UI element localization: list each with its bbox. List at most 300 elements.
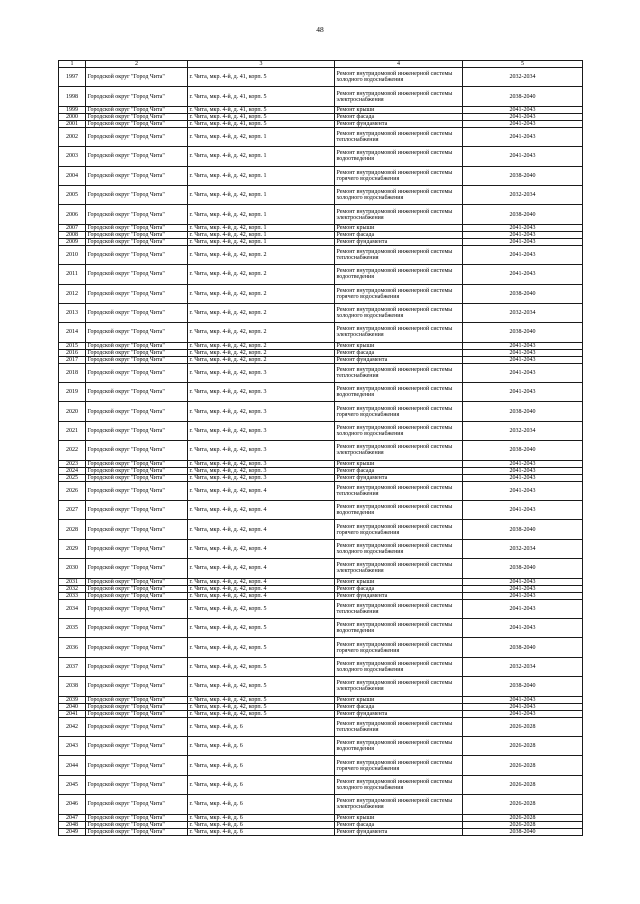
table-row	[59, 421, 583, 440]
cell-number: 2048	[59, 821, 86, 828]
table-row	[59, 87, 583, 106]
header-col-3: 3	[188, 61, 335, 68]
work-line: Ремонт внутридомовой инженерной системы	[336, 622, 453, 629]
work-line: Ремонт внутридомовой инженерной системы	[336, 425, 453, 432]
cell-municipality: Городской округ "Город Чита"	[86, 238, 188, 245]
table-row	[59, 821, 583, 828]
cell-term: 2038-2040	[463, 559, 583, 578]
work-line: Ремонт внутридомовой инженерной системы	[336, 641, 453, 648]
work-line: Ремонт крыши	[336, 342, 375, 349]
cell-number: 1997	[59, 68, 86, 87]
work-line: Ремонт фундамента	[336, 120, 388, 127]
cell-work	[335, 185, 463, 204]
cell-number: 1998	[59, 87, 86, 106]
cell-address: г. Чита, мкр. 4-й, д. 42, корп. 2	[188, 349, 335, 356]
cell-number: 2016	[59, 349, 86, 356]
table-row	[59, 539, 583, 558]
cell-address: г. Чита, мкр. 4-й, д. 42, корп. 3	[188, 363, 335, 382]
cell-number: 2026	[59, 481, 86, 500]
cell-work	[335, 265, 463, 284]
cell-number: 2004	[59, 166, 86, 185]
work-line: горячего водоснабжения	[336, 529, 400, 536]
cell-work	[335, 703, 463, 710]
cell-municipality: Городской округ "Город Чита"	[86, 585, 188, 592]
cell-municipality: Городской округ "Город Чита"	[86, 323, 188, 342]
cell-municipality: Городской округ "Город Чита"	[86, 481, 188, 500]
cell-term: 2041-2043	[463, 356, 583, 363]
table-row	[59, 736, 583, 755]
table-row	[59, 303, 583, 322]
work-line: теплоснабжения	[336, 726, 379, 733]
cell-work	[335, 481, 463, 500]
cell-municipality: Городской округ "Город Чита"	[86, 775, 188, 794]
cell-work	[335, 303, 463, 322]
work-line: горячего водоснабжения	[336, 765, 400, 772]
table-row	[59, 756, 583, 775]
work-line: электроснабжения	[336, 332, 384, 339]
cell-term: 2041-2043	[463, 113, 583, 120]
cell-term: 2041-2043	[463, 474, 583, 481]
cell-work	[335, 87, 463, 106]
cell-term: 2038-2040	[463, 166, 583, 185]
cell-number: 2024	[59, 467, 86, 474]
work-line: Ремонт внутридомовой инженерной системы	[336, 208, 453, 215]
cell-number: 2020	[59, 402, 86, 421]
cell-number: 2011	[59, 265, 86, 284]
cell-term: 2041-2043	[463, 501, 583, 520]
cell-municipality: Городской округ "Город Чита"	[86, 821, 188, 828]
work-line: Ремонт внутридомовой инженерной системы	[336, 366, 453, 373]
cell-number: 2039	[59, 696, 86, 703]
cell-municipality: Городской округ "Город Чита"	[86, 441, 188, 460]
cell-term: 2041-2043	[463, 224, 583, 231]
cell-municipality: Городской округ "Город Чита"	[86, 68, 188, 87]
cell-address: г. Чита, мкр. 4-й, д. 41, корп. 5	[188, 106, 335, 113]
cell-work	[335, 147, 463, 166]
work-line: Ремонт внутридомовой инженерной системы	[336, 130, 453, 137]
table-row	[59, 224, 583, 231]
work-line: водоотведения	[336, 392, 374, 399]
cell-term: 2026-2028	[463, 736, 583, 755]
table-row	[59, 520, 583, 539]
table-row	[59, 349, 583, 356]
work-line: горячего водоснабжения	[336, 293, 400, 300]
cell-municipality: Городской округ "Город Чита"	[86, 710, 188, 717]
cell-work	[335, 349, 463, 356]
cell-address: г. Чита, мкр. 4-й, д. 42, корп. 3	[188, 383, 335, 402]
cell-number: 2008	[59, 231, 86, 238]
work-line: Ремонт внутридомовой инженерной системы	[336, 90, 453, 97]
work-line: Ремонт крыши	[336, 106, 375, 113]
table-row	[59, 710, 583, 717]
cell-address: г. Чита, мкр. 4-й, д. 41, корп. 5	[188, 68, 335, 87]
cell-work	[335, 113, 463, 120]
work-line: Ремонт внутридомовой инженерной системы	[336, 189, 453, 196]
cell-number: 2047	[59, 814, 86, 821]
cell-address: г. Чита, мкр. 4-й, д. 42, корп. 1	[188, 166, 335, 185]
cell-number: 2013	[59, 303, 86, 322]
work-line: холодного водоснабжения	[336, 549, 404, 555]
cell-term: 2041-2043	[463, 383, 583, 402]
cell-term: 2041-2043	[463, 578, 583, 585]
cell-work	[335, 828, 463, 835]
cell-municipality: Городской округ "Город Чита"	[86, 402, 188, 421]
table-row	[59, 238, 583, 245]
cell-municipality: Городской округ "Город Чита"	[86, 520, 188, 539]
table-row	[59, 113, 583, 120]
cell-address: г. Чита, мкр. 4-й, д. 6	[188, 717, 335, 736]
cell-address: г. Чита, мкр. 4-й, д. 42, корп. 2	[188, 265, 335, 284]
cell-number: 2005	[59, 185, 86, 204]
table-row	[59, 68, 583, 87]
cell-term: 2032-2034	[463, 68, 583, 87]
table-row	[59, 677, 583, 696]
cell-number: 2044	[59, 756, 86, 775]
cell-number: 2023	[59, 460, 86, 467]
table-row	[59, 205, 583, 224]
work-line: водоотведения	[336, 510, 374, 517]
cell-term: 2026-2028	[463, 814, 583, 821]
work-line: Ремонт фасада	[336, 821, 375, 828]
cell-work	[335, 756, 463, 775]
cell-work	[335, 342, 463, 349]
cell-number: 2015	[59, 342, 86, 349]
cell-municipality: Городской округ "Город Чита"	[86, 349, 188, 356]
cell-municipality: Городской округ "Город Чита"	[86, 113, 188, 120]
table-row	[59, 501, 583, 520]
cell-address: г. Чита, мкр. 4-й, д. 6	[188, 814, 335, 821]
cell-number: 2022	[59, 441, 86, 460]
work-line: электроснабжения	[336, 568, 384, 575]
work-line: Ремонт внутридомовой инженерной системы	[336, 287, 453, 294]
cell-number: 2035	[59, 618, 86, 637]
cell-term: 2041-2043	[463, 120, 583, 127]
work-line: Ремонт внутридомовой инженерной системы	[336, 307, 453, 314]
cell-municipality: Городской округ "Город Чита"	[86, 677, 188, 696]
cell-municipality: Городской округ "Город Чита"	[86, 363, 188, 382]
work-line: Ремонт внутридомовой инженерной системы	[336, 680, 453, 687]
table-row	[59, 323, 583, 342]
cell-term: 2032-2034	[463, 657, 583, 676]
cell-municipality: Городской округ "Город Чита"	[86, 467, 188, 474]
cell-work	[335, 775, 463, 794]
cell-term: 2032-2034	[463, 185, 583, 204]
cell-number: 2018	[59, 363, 86, 382]
cell-work	[335, 696, 463, 703]
cell-work	[335, 238, 463, 245]
table-row	[59, 265, 583, 284]
work-line: Ремонт фасада	[336, 703, 375, 710]
work-line: электроснабжения	[336, 214, 384, 221]
cell-number: 2036	[59, 638, 86, 657]
cell-address: г. Чита, мкр. 4-й, д. 42, корп. 5	[188, 696, 335, 703]
cell-number: 2009	[59, 238, 86, 245]
cell-address: г. Чита, мкр. 4-й, д. 42, корп. 4	[188, 501, 335, 520]
cell-address: г. Чита, мкр. 4-й, д. 42, корп. 2	[188, 245, 335, 264]
cell-work	[335, 795, 463, 814]
work-line: водоотведения	[336, 274, 374, 281]
table-row	[59, 467, 583, 474]
work-line: Ремонт внутридомовой инженерной системы	[336, 169, 453, 176]
table-row	[59, 185, 583, 204]
cell-term: 2026-2028	[463, 795, 583, 814]
table-row	[59, 356, 583, 363]
cell-work	[335, 460, 463, 467]
table-row	[59, 559, 583, 578]
cell-number: 2031	[59, 578, 86, 585]
work-line: Ремонт фундамента	[336, 828, 388, 835]
cell-address: г. Чита, мкр. 4-й, д. 42, корп. 5	[188, 618, 335, 637]
work-line: Ремонт фундамента	[336, 238, 388, 245]
cell-municipality: Городской округ "Город Чита"	[86, 106, 188, 113]
cell-number: 2032	[59, 585, 86, 592]
cell-address: г. Чита, мкр. 4-й, д. 42, корп. 1	[188, 205, 335, 224]
work-line: водоотведения	[336, 746, 374, 753]
cell-municipality: Городской округ "Город Чита"	[86, 501, 188, 520]
work-line: Ремонт фундамента	[336, 592, 388, 599]
table-row	[59, 441, 583, 460]
cell-address: г. Чита, мкр. 4-й, д. 42, корп. 4	[188, 585, 335, 592]
cell-work	[335, 717, 463, 736]
work-line: электроснабжения	[336, 96, 384, 103]
table-row	[59, 585, 583, 592]
cell-address: г. Чита, мкр. 4-й, д. 42, корп. 4	[188, 481, 335, 500]
cell-number: 2040	[59, 703, 86, 710]
work-line: Ремонт фасада	[336, 349, 375, 356]
cell-term: 2041-2043	[463, 245, 583, 264]
cell-term: 2038-2040	[463, 677, 583, 696]
work-line: Ремонт внутридомовой инженерной системы	[336, 523, 453, 530]
work-line: электроснабжения	[336, 686, 384, 693]
cell-work	[335, 467, 463, 474]
table-row	[59, 828, 583, 835]
work-line: электроснабжения	[336, 804, 384, 811]
work-line: Ремонт внутридомовой инженерной системы	[336, 71, 453, 78]
cell-address: г. Чита, мкр. 4-й, д. 42, корп. 3	[188, 421, 335, 440]
cell-address: г. Чита, мкр. 4-й, д. 42, корп. 1	[188, 231, 335, 238]
cell-address: г. Чита, мкр. 4-й, д. 42, корп. 2	[188, 284, 335, 303]
cell-number: 2037	[59, 657, 86, 676]
cell-municipality: Городской округ "Город Чита"	[86, 284, 188, 303]
work-line: Ремонт внутридомовой инженерной системы	[336, 562, 453, 569]
cell-work	[335, 710, 463, 717]
table-row	[59, 703, 583, 710]
cell-work	[335, 68, 463, 87]
cell-number: 2027	[59, 501, 86, 520]
work-line: Ремонт внутридомовой инженерной системы	[336, 268, 453, 275]
cell-work	[335, 205, 463, 224]
cell-work	[335, 402, 463, 421]
work-line: Ремонт крыши	[336, 696, 375, 703]
table-row	[59, 696, 583, 703]
table-row	[59, 120, 583, 127]
table-row	[59, 402, 583, 421]
cell-term: 2026-2028	[463, 821, 583, 828]
cell-term: 2041-2043	[463, 106, 583, 113]
cell-municipality: Городской округ "Город Чита"	[86, 421, 188, 440]
cell-number: 2041	[59, 710, 86, 717]
table-row	[59, 578, 583, 585]
cell-number: 2001	[59, 120, 86, 127]
table-row	[59, 814, 583, 821]
cell-term: 2041-2043	[463, 618, 583, 637]
header-col-5: 5	[463, 61, 583, 68]
cell-address: г. Чита, мкр. 4-й, д. 42, корп. 4	[188, 578, 335, 585]
cell-work	[335, 323, 463, 342]
cell-work	[335, 599, 463, 618]
cell-work	[335, 383, 463, 402]
cell-address: г. Чита, мкр. 4-й, д. 42, корп. 3	[188, 460, 335, 467]
cell-term: 2038-2040	[463, 402, 583, 421]
cell-work	[335, 474, 463, 481]
cell-number: 2000	[59, 113, 86, 120]
cell-address: г. Чита, мкр. 4-й, д. 41, корп. 5	[188, 87, 335, 106]
cell-work	[335, 638, 463, 657]
cell-term: 2038-2040	[463, 520, 583, 539]
cell-municipality: Городской округ "Город Чита"	[86, 231, 188, 238]
cell-address: г. Чита, мкр. 4-й, д. 42, корп. 4	[188, 592, 335, 599]
cell-term: 2041-2043	[463, 238, 583, 245]
work-line: водоотведения	[336, 628, 374, 635]
cell-municipality: Городской округ "Город Чита"	[86, 657, 188, 676]
cell-address: г. Чита, мкр. 4-й, д. 6	[188, 756, 335, 775]
cell-term: 2026-2028	[463, 775, 583, 794]
table-row	[59, 166, 583, 185]
cell-municipality: Городской округ "Город Чита"	[86, 578, 188, 585]
cell-address: г. Чита, мкр. 4-й, д. 6	[188, 828, 335, 835]
cell-municipality: Городской округ "Город Чита"	[86, 166, 188, 185]
cell-address: г. Чита, мкр. 4-й, д. 42, корп. 5	[188, 710, 335, 717]
cell-address: г. Чита, мкр. 4-й, д. 42, корп. 3	[188, 467, 335, 474]
cell-work	[335, 821, 463, 828]
work-line: горячего водоснабжения	[336, 411, 400, 418]
table-row	[59, 231, 583, 238]
cell-municipality: Городской округ "Город Чита"	[86, 599, 188, 618]
cell-address: г. Чита, мкр. 4-й, д. 42, корп. 4	[188, 559, 335, 578]
work-line: Ремонт внутридомовой инженерной системы	[336, 405, 453, 412]
work-line: Ремонт крыши	[336, 224, 375, 231]
cell-address: г. Чита, мкр. 4-й, д. 42, корп. 1	[188, 238, 335, 245]
cell-municipality: Городской округ "Город Чита"	[86, 383, 188, 402]
table-row	[59, 618, 583, 637]
cell-municipality: Городской округ "Город Чита"	[86, 592, 188, 599]
cell-work	[335, 736, 463, 755]
cell-term: 2041-2043	[463, 592, 583, 599]
page-number: 48	[316, 25, 324, 34]
table-row	[59, 795, 583, 814]
work-line: теплоснабжения	[336, 490, 379, 497]
work-line: Ремонт внутридомовой инженерной системы	[336, 740, 453, 747]
cell-number: 2010	[59, 245, 86, 264]
cell-municipality: Городской округ "Город Чита"	[86, 756, 188, 775]
cell-term: 2032-2034	[463, 421, 583, 440]
cell-term: 2038-2040	[463, 828, 583, 835]
table-row	[59, 127, 583, 146]
cell-work	[335, 421, 463, 440]
cell-address: г. Чита, мкр. 4-й, д. 42, корп. 1	[188, 224, 335, 231]
cell-number: 2019	[59, 383, 86, 402]
cell-work	[335, 224, 463, 231]
work-line: Ремонт крыши	[336, 814, 375, 821]
cell-term: 2041-2043	[463, 585, 583, 592]
table-row	[59, 592, 583, 599]
table-row	[59, 106, 583, 113]
cell-term: 2038-2040	[463, 284, 583, 303]
cell-municipality: Городской округ "Город Чита"	[86, 356, 188, 363]
work-line: Ремонт внутридомовой инженерной системы	[336, 660, 453, 667]
cell-work	[335, 363, 463, 382]
cell-work	[335, 166, 463, 185]
cell-term: 2041-2043	[463, 460, 583, 467]
work-line: теплоснабжения	[336, 254, 379, 261]
table-header-row	[59, 61, 583, 68]
cell-term: 2038-2040	[463, 323, 583, 342]
cell-term: 2041-2043	[463, 349, 583, 356]
table-row	[59, 657, 583, 676]
cell-address: г. Чита, мкр. 4-й, д. 42, корп. 5	[188, 599, 335, 618]
cell-municipality: Городской округ "Город Чита"	[86, 127, 188, 146]
cell-work	[335, 501, 463, 520]
cell-municipality: Городской округ "Город Чита"	[86, 638, 188, 657]
cell-term: 2026-2028	[463, 717, 583, 736]
cell-number: 2021	[59, 421, 86, 440]
cell-address: г. Чита, мкр. 4-й, д. 42, корп. 2	[188, 303, 335, 322]
work-line: теплоснабжения	[336, 372, 379, 379]
cell-number: 2017	[59, 356, 86, 363]
cell-municipality: Городской округ "Город Чита"	[86, 703, 188, 710]
cell-number: 2034	[59, 599, 86, 618]
header-col-4: 4	[335, 61, 463, 68]
cell-number: 2028	[59, 520, 86, 539]
work-line: Ремонт внутридомовой инженерной системы	[336, 759, 453, 766]
table-body	[59, 61, 583, 836]
table-row	[59, 599, 583, 618]
cell-term: 2041-2043	[463, 481, 583, 500]
cell-number: 1999	[59, 106, 86, 113]
work-line: теплоснабжения	[336, 136, 379, 143]
cell-work	[335, 231, 463, 238]
work-line: Ремонт внутридомовой инженерной системы	[336, 444, 453, 451]
table-row	[59, 775, 583, 794]
work-line: Ремонт фундамента	[336, 356, 388, 363]
cell-address: г. Чита, мкр. 4-й, д. 6	[188, 736, 335, 755]
cell-term: 2041-2043	[463, 342, 583, 349]
cell-address: г. Чита, мкр. 4-й, д. 42, корп. 2	[188, 342, 335, 349]
cell-number: 2045	[59, 775, 86, 794]
cell-term: 2038-2040	[463, 638, 583, 657]
cell-number: 2030	[59, 559, 86, 578]
cell-address: г. Чита, мкр. 4-й, д. 42, корп. 5	[188, 677, 335, 696]
cell-work	[335, 106, 463, 113]
cell-address: г. Чита, мкр. 4-й, д. 42, корп. 1	[188, 185, 335, 204]
table-row	[59, 638, 583, 657]
cell-municipality: Городской округ "Город Чита"	[86, 618, 188, 637]
work-line: холодного водоснабжения	[336, 431, 404, 438]
work-line: холодного водоснабжения	[336, 195, 404, 202]
cell-municipality: Городской округ "Город Чита"	[86, 559, 188, 578]
cell-address: г. Чита, мкр. 4-й, д. 41, корп. 5	[188, 113, 335, 120]
work-line: Ремонт фундамента	[336, 474, 388, 481]
work-line: Ремонт внутридомовой инженерной системы	[336, 326, 453, 333]
cell-address: г. Чита, мкр. 4-й, д. 42, корп. 4	[188, 520, 335, 539]
cell-municipality: Городской округ "Город Чита"	[86, 303, 188, 322]
table-row	[59, 147, 583, 166]
work-line: Ремонт внутридомовой инженерной системы	[336, 504, 453, 511]
cell-term: 2041-2043	[463, 696, 583, 703]
cell-work	[335, 127, 463, 146]
cell-municipality: Городской округ "Город Чита"	[86, 245, 188, 264]
cell-municipality: Городской округ "Город Чита"	[86, 205, 188, 224]
